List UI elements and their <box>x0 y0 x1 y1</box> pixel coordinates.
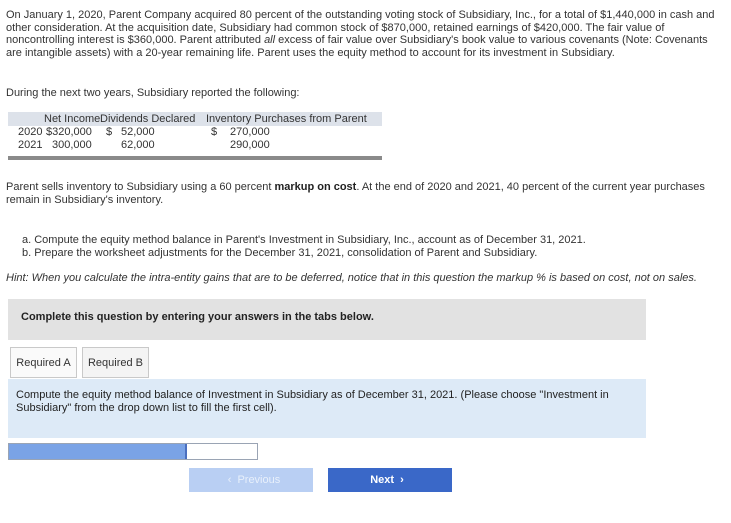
table-bottom-divider <box>8 156 382 160</box>
row-2020-net-income: $320,000 <box>46 126 92 138</box>
subsidiary-data-table <box>8 112 382 161</box>
intro-text-a: On January 1, 2020, Parent Company acquired 80 percent of the outstanding voting stock of Subsidiary, Inc., for a total of $1,440,000 in cash and other consideration. At the acquisition date, Subsidiary had common stock of $870,000, retained earnings of $420,000. The fair value of noncontrolling interest is $360,000. Parent attributed <box>6 9 715 46</box>
header-dividends: Dividends Declared <box>100 113 196 125</box>
row-2021-net-income: 300,000 <box>52 139 92 151</box>
task-item-a: a. Compute the equity method balance in Parent's Investment in Subsidiary, Inc., account as of December 31, 2021. <box>22 234 586 246</box>
next-button-label: Next <box>370 474 395 486</box>
tab-required-b-label: Required B <box>87 356 144 369</box>
account-input-row[interactable] <box>8 443 258 460</box>
row-2021-dividends: 62,000 <box>121 139 155 151</box>
next-button[interactable] <box>328 468 452 492</box>
task-list <box>22 234 712 259</box>
instruction-text: Complete this question by entering your answers in the tabs below. <box>21 311 374 323</box>
intro-paragraph <box>6 9 718 59</box>
markup-paragraph <box>6 181 718 206</box>
row-2020-dividends-symbol: $ <box>106 126 113 138</box>
header-net-income: Net Income <box>44 113 101 125</box>
markup-text-b: . At the end of 2020 and 2021, 40 percent of the current year purchases remain in Subsidiary's inventory. <box>6 181 705 206</box>
during-text: During the next two years, Subsidiary reported the following: <box>6 87 300 99</box>
chevron-right-icon: › <box>400 474 404 486</box>
header-purchases: Inventory Purchases from Parent <box>206 113 367 125</box>
input-cell-divider <box>185 444 187 459</box>
row-2020-year: 2020 <box>18 126 43 138</box>
question-text: Compute the equity method balance of Investment in Subsidiary as of December 31, 2021. (Please choose "Investment in Subsidiary" from the drop down list to fill the first cell). <box>16 389 609 414</box>
row-2021-purchases: 290,000 <box>230 139 270 151</box>
task-item-b: b. Prepare the worksheet adjustments for the December 31, 2021, consolidation of Parent and Subsidiary. <box>22 246 538 259</box>
hint-text: Hint: When you calculate the intra-entity gains that are to be deferred, notice that in this question the markup % is based on cost, not on sales. <box>6 272 697 284</box>
previous-button-label: Previous <box>237 474 281 486</box>
previous-button[interactable] <box>189 468 313 492</box>
account-dropdown-cell[interactable] <box>9 444 185 459</box>
markup-text-bold: markup on cost <box>274 181 357 193</box>
intro-text-b: excess of fair value over Subsidiary's book value to various covenants (Note: Covenants are intangible assets) with a 20-year remaining life. Parent uses the equity method to account for its investment in Subsidiary. <box>6 34 708 59</box>
tab-required-a-label: Required A <box>16 356 71 369</box>
tab-required-b[interactable] <box>82 347 149 378</box>
row-2020-purchases: 270,000 <box>230 126 270 138</box>
markup-text-a: Parent sells inventory to Subsidiary using a 60 percent <box>6 181 275 193</box>
intro-text-all: all <box>264 34 276 46</box>
question-panel <box>8 379 646 438</box>
chevron-left-icon: ‹ <box>227 474 232 486</box>
instruction-box <box>8 299 646 340</box>
tab-required-a[interactable] <box>10 347 77 378</box>
row-2021-year: 2021 <box>18 139 43 151</box>
row-2020-dividends: 52,000 <box>121 126 155 138</box>
row-2020-purchases-symbol: $ <box>211 126 218 138</box>
